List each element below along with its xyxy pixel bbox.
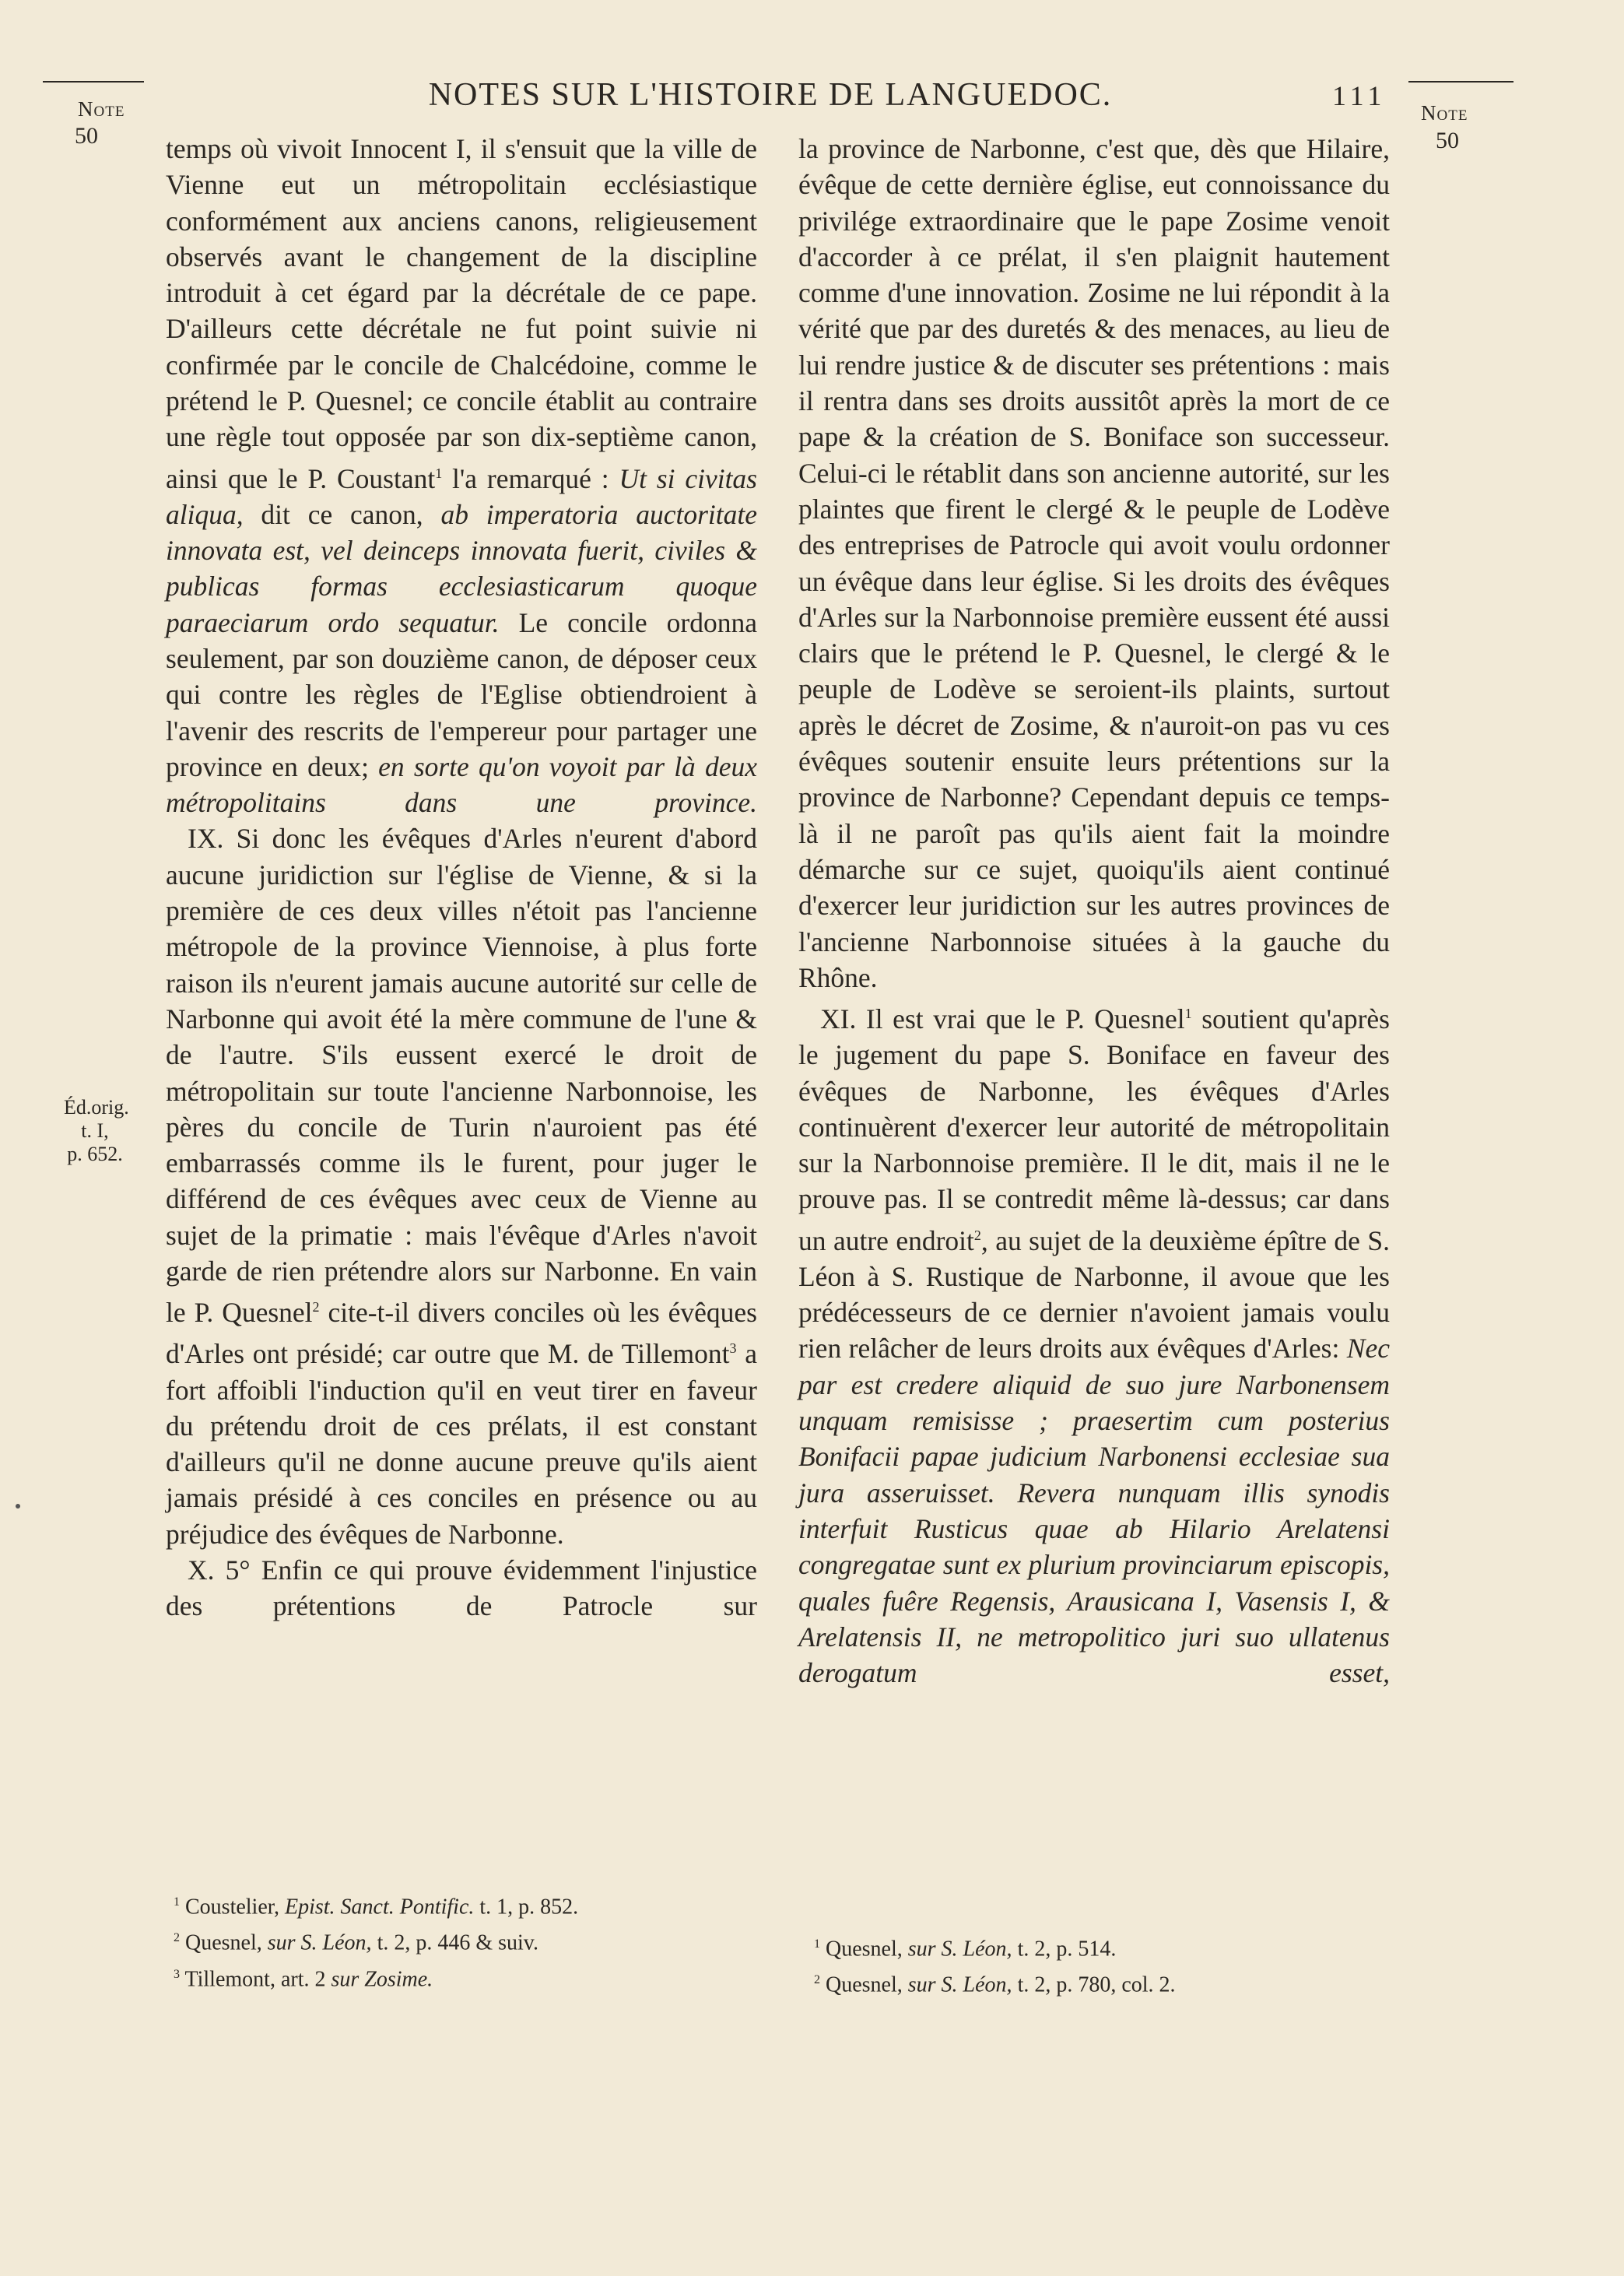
- page-number: 111: [1332, 80, 1387, 111]
- text-run: sur S. Léon,: [907, 1972, 1012, 1997]
- left-paragraph-3: X. 5° Enfin ce qui prouve évidemment l'injustice des prétentions de Patrocle sur: [166, 1554, 757, 1622]
- text-run: Coustelier,: [185, 1895, 285, 1919]
- footnote-number: 2: [814, 1973, 820, 1987]
- latin-quote: Ut si civitas aliqua,: [166, 462, 757, 530]
- footnote: [166, 1959, 757, 1995]
- text-run: t. 2, p. 514.: [1012, 1937, 1117, 1962]
- footnote-ref: 3: [729, 1340, 737, 1357]
- footnote-ref: 2: [312, 1299, 320, 1315]
- text-run: Epist. Sanct. Pontific.: [284, 1895, 475, 1919]
- text-run: sur S. Léon,: [267, 1930, 372, 1955]
- footnotes-right: [806, 1929, 1398, 2001]
- orig-edition-ref: [64, 1096, 129, 1166]
- text-run: , au sujet de la deuxième épître de S. Léon à S. Rustique de Narbonne, il avoue que les prédécesseurs de ce dernier n'avoient jamais voulu rien relâcher de leurs droits aux évêques d'Arles:: [798, 1224, 1390, 1365]
- footnote: [806, 1929, 1398, 1965]
- text-run: cite-t-il divers conciles où les évêques d'Arles ont présidé; car outre que M. de Tillemont: [166, 1297, 758, 1370]
- right-paragraph-1: la province de Narbonne, c'est que, dès que Hilaire, évêque de cette dernière église, eut connoissance du privilége extraordinaire que le pape Zosime venoit d'accorder à ce prélat, il s'en plaignit hautement comme d'une innovation. Zosime ne lui répondit à la vérité que par des duretés & des menaces, au lieu de lui rendre justice & de discuter ses prétentions : mais il rentra dans ses droits aussitôt après la mort de ce pape & la création de S. Boniface son successeur. Celui-ci le rétablit dans son ancienne autorité, sur les plaintes que firent le clergé & le peuple de Lodève des entreprises de Patrocle qui avoit voulu ordonner un évêque dans leur église. Si les droits des évêques d'Arles sur la Narbonnoise première eussent été aussi clairs que le prétend le P. Quesnel, le clergé & le peuple de Lodève se seroient-ils plaints, surtout après le décret de Zosime, & n'auroit-on pas vu ces évêques soutenir ensuite leurs prétentions sur la province de Narbonne? Cependant depuis ce temps-là il ne paroît pas qu'ils aient fait la moindre démarche sur ce sujet, quoiqu'ils aient continué d'exercer leur juridiction sur les autres provinces de l'ancienne Narbonnoise situées à la gauche du Rhône.: [798, 133, 1390, 993]
- text-run: soutient qu'après le jugement du pape S. Boniface en faveur des évêques de Narbonne, les évêques d'Arles continuèrent d'exercer leur autorité de métropolitain sur la Narbonnoise première. Il le dit, mais il ne le prouve pas. Il se contredit même là-dessus; car dans un autre endroit: [798, 1003, 1390, 1256]
- left-note-rule: [43, 81, 144, 83]
- footnote-ref: 2: [973, 1227, 981, 1243]
- text-run: IX. Si donc les évêques d'Arles n'eurent d'abord aucune juridiction sur l'église de Vienne, & si la première de ces deux villes n'étoit pas l'ancienne métropole de la province Viennoise, à plus forte raison ils n'eurent jamais aucune autorité sur celle de Narbonne qui avoit été la mère commune de l'une & de l'autre. S'ils eussent exercé le droit de métropolitain sur toute l'ancienne Narbonnoise, les pères du concile de Turin n'auroient pas été embarrassés comme ils le furent, pour juger le différend de ces évêques avec ceux de Vienne au sujet de la primatie : mais l'évêque d'Arles n'avoit garde de rien prétendre alors sur Narbonne. En vain le P. Quesnel: [166, 823, 757, 1329]
- margin-speck: [16, 1504, 20, 1509]
- text-run: t. 2, p. 446 & suiv.: [371, 1930, 538, 1955]
- text-run: XI. Il est vrai que le P. Quesnel: [820, 1003, 1185, 1034]
- footnote-ref: 1: [1184, 1006, 1192, 1022]
- left-paragraph-1: [166, 131, 757, 820]
- footnote: [166, 1923, 757, 1958]
- text-run: t. 2, p. 780, col. 2.: [1012, 1972, 1176, 1997]
- left-note-label: Note: [78, 97, 125, 121]
- left-note-number: 50: [75, 123, 98, 149]
- text-run: Quesnel,: [185, 1930, 268, 1955]
- right-note-label: Note: [1421, 101, 1468, 125]
- orig-ref-line: p. 652.: [67, 1143, 123, 1165]
- footnote: [166, 1887, 757, 1923]
- left-column: [166, 131, 757, 1624]
- text-run: Quesnel,: [826, 1972, 908, 1997]
- text-run: t. 1, p. 852.: [474, 1895, 579, 1919]
- text-run: l'a remarqué :: [442, 462, 619, 494]
- orig-ref-line: Éd.orig.: [64, 1096, 129, 1119]
- orig-ref-line: t. I,: [81, 1119, 109, 1142]
- footnote-number: 1: [174, 1895, 180, 1909]
- text-run: sur Zosime.: [331, 1966, 433, 1991]
- latin-quote: ab imperatoria auctoritate innovata est, vel deinceps innovata fuerit, civiles & publicas formas ecclesiasticarum quoque paraeciarum ordo sequatur.: [166, 498, 757, 638]
- footnote-number: 2: [174, 1931, 180, 1945]
- footnote: [806, 1965, 1398, 2000]
- text-run: Tillemont, art. 2: [184, 1966, 331, 1991]
- footnote-ref: 1: [435, 465, 443, 481]
- left-paragraph-2: [166, 820, 757, 1552]
- footnote-number: 1: [814, 1937, 820, 1951]
- text-run: a fort affoibli l'induction qu'il en veut tirer en faveur du prétendu droit de ces prélats, il est constant d'ailleurs qu'il ne donne aucune preuve qu'ils aient jamais présidé à ces conciles en présence ou au préjudice des évêques de Narbonne.: [166, 1338, 757, 1550]
- text-run: dit ce canon,: [243, 498, 441, 530]
- footnote-number: 3: [174, 1967, 180, 1981]
- text-run: Quesnel,: [826, 1937, 908, 1962]
- right-note-number: 50: [1436, 128, 1459, 153]
- right-note-rule: [1408, 81, 1514, 83]
- text-run: sur S. Léon,: [907, 1937, 1012, 1962]
- text-run: temps où vivoit Innocent I, il s'ensuit que la ville de Vienne eut un métropolitain ecclésiastique conformément aux anciens canons, religieusement observés avant le changement de la discipline introduit à cet égard par la décrétale de ce pape. D'ailleurs cette décrétale ne fut point suivie ni confirmée par le concile de Chalcédoine, comme le prétend le P. Quesnel; ce concile établit au contraire une règle tout opposée par son dix-septième canon, ainsi que le P. Coustant: [166, 133, 757, 494]
- latin-quote: Nec par est credere aliquid de suo jure Narbonensem unquam remisisse ; praesertim cum posterius Bonifacii papae judicium Narbonensi ecclesiae sua jura asseruisset. Revera nunquam illis synodis interfuit Rusticus quae ab Hilario Arelatensi congregatae sunt ex plurium provinciarum episcopis, quales fuêre Regensis, Arausicana I, Vasensis I, & Arelatensis II, ne metropolitico juri suo ullatenus derogatum esset,: [798, 1333, 1390, 1689]
- running-head: NOTES SUR L'HISTOIRE DE LANGUEDOC.: [428, 77, 1113, 113]
- text-run: Le concile ordonna seulement, par son douzième canon, de déposer ceux qui contre les règles de l'Eglise obtiendroient à l'avenir des rescrits de l'empereur pour partager une province en deux;: [166, 606, 757, 782]
- footnotes-left: [166, 1887, 757, 1995]
- right-paragraph-2: [798, 996, 1390, 1691]
- latin-quote: en sorte qu'on voyoit par là deux métropolitains dans une province.: [166, 750, 757, 819]
- right-column: [798, 131, 1390, 1691]
